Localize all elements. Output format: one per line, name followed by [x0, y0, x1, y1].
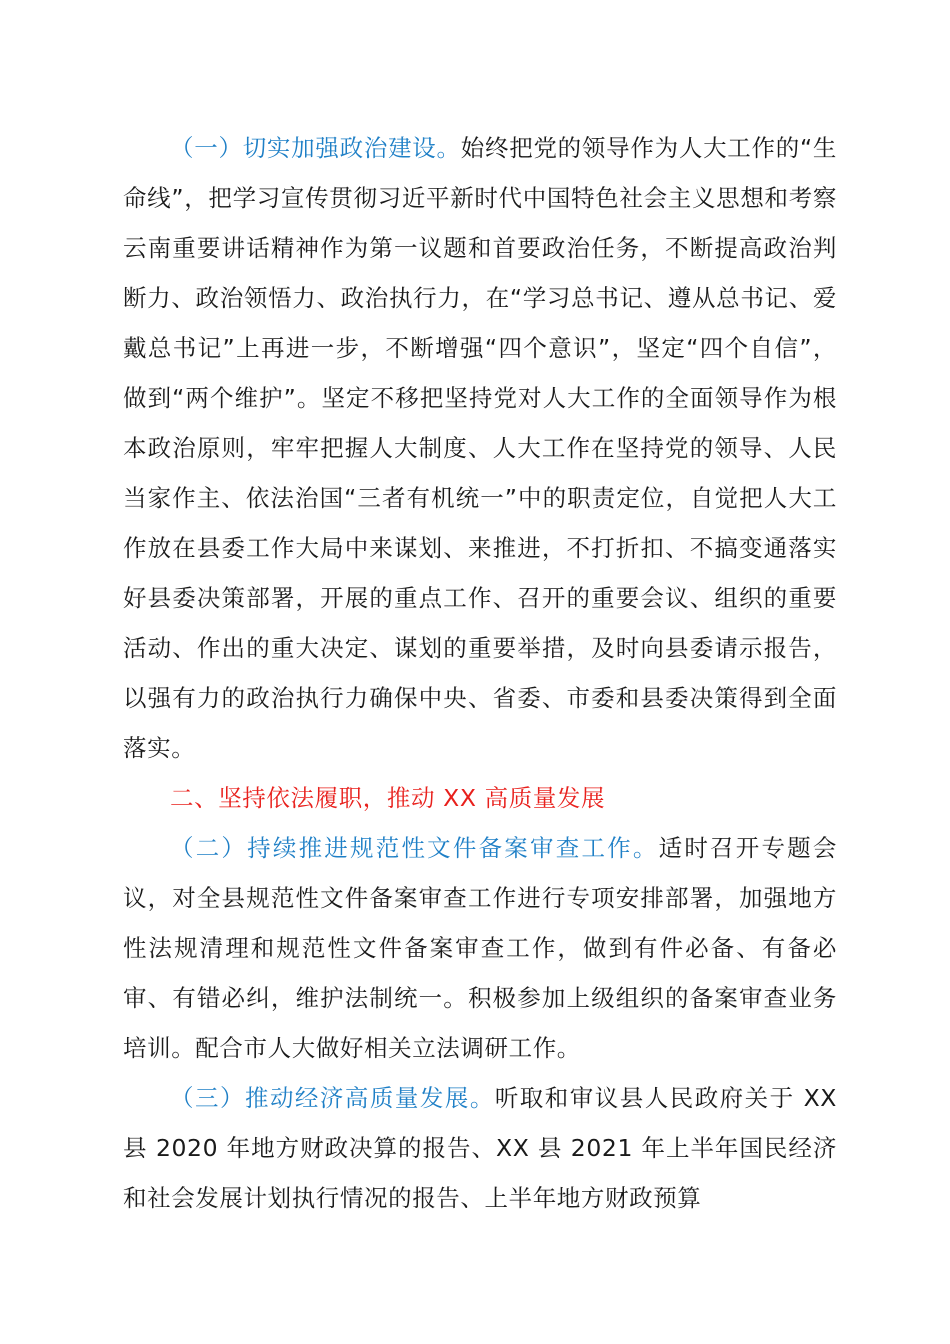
- document-content: [123, 123, 837, 1223]
- paragraph-economic-development: [123, 1073, 837, 1223]
- sub-heading-normative-documents: （二）持续推进规范性文件备案审查工作。: [170, 834, 659, 862]
- sub-heading-economic-development: （三）推动经济高质量发展。: [170, 1084, 495, 1112]
- sub-heading-political-construction: （一）切实加强政治建设。: [170, 134, 461, 162]
- paragraph-body-economic-development: 听取和审议县人民政府关于 XX 县 2020 年地方财政决算的报告、XX 县 2021 年上半年国民经济和社会发展计划执行情况的报告、上半年地方财政预算: [123, 1084, 837, 1212]
- section-heading-lawful-duty: 二、坚持依法履职，推动 XX 高质量发展: [170, 784, 606, 812]
- paragraph-political-construction: [123, 123, 837, 773]
- paragraph-normative-documents: [123, 823, 837, 1073]
- paragraph-body-political-construction: 始终把党的领导作为人大工作的“生命线”，把学习宣传贯彻习近平新时代中国特色社会主义思想和考察云南重要讲话精神作为第一议题和首要政治任务，不断提高政治判断力、政治领悟力、政治执行力，在“学习总书记、遵从总书记、爱戴总书记”上再进一步，不断增强“四个意识”，坚定“四个自信”，做到“两个维护”。坚定不移把坚持党对人大工作的全面领导作为根本政治原则，牢牢把握人大制度、人大工作在坚持党的领导、人民当家作主、依法治国“三者有机统一”中的职责定位，自觉把人大工作放在县委工作大局中来谋划、来推进，不打折扣、不搞变通落实好县委决策部署，开展的重点工作、召开的重要会议、组织的重要活动、作出的重大决定、谋划的重要举措，及时向县委请示报告，以强有力的政治执行力确保中央、省委、市委和县委决策得到全面落实。: [123, 134, 837, 762]
- paragraph-body-normative-documents: 适时召开专题会议，对全县规范性文件备案审查工作进行专项安排部署，加强地方性法规清理和规范性文件备案审查工作，做到有件必备、有备必审、有错必纠，维护法制统一。积极参加上级组织的备案审查业务培训。配合市人大做好相关立法调研工作。: [123, 834, 838, 1062]
